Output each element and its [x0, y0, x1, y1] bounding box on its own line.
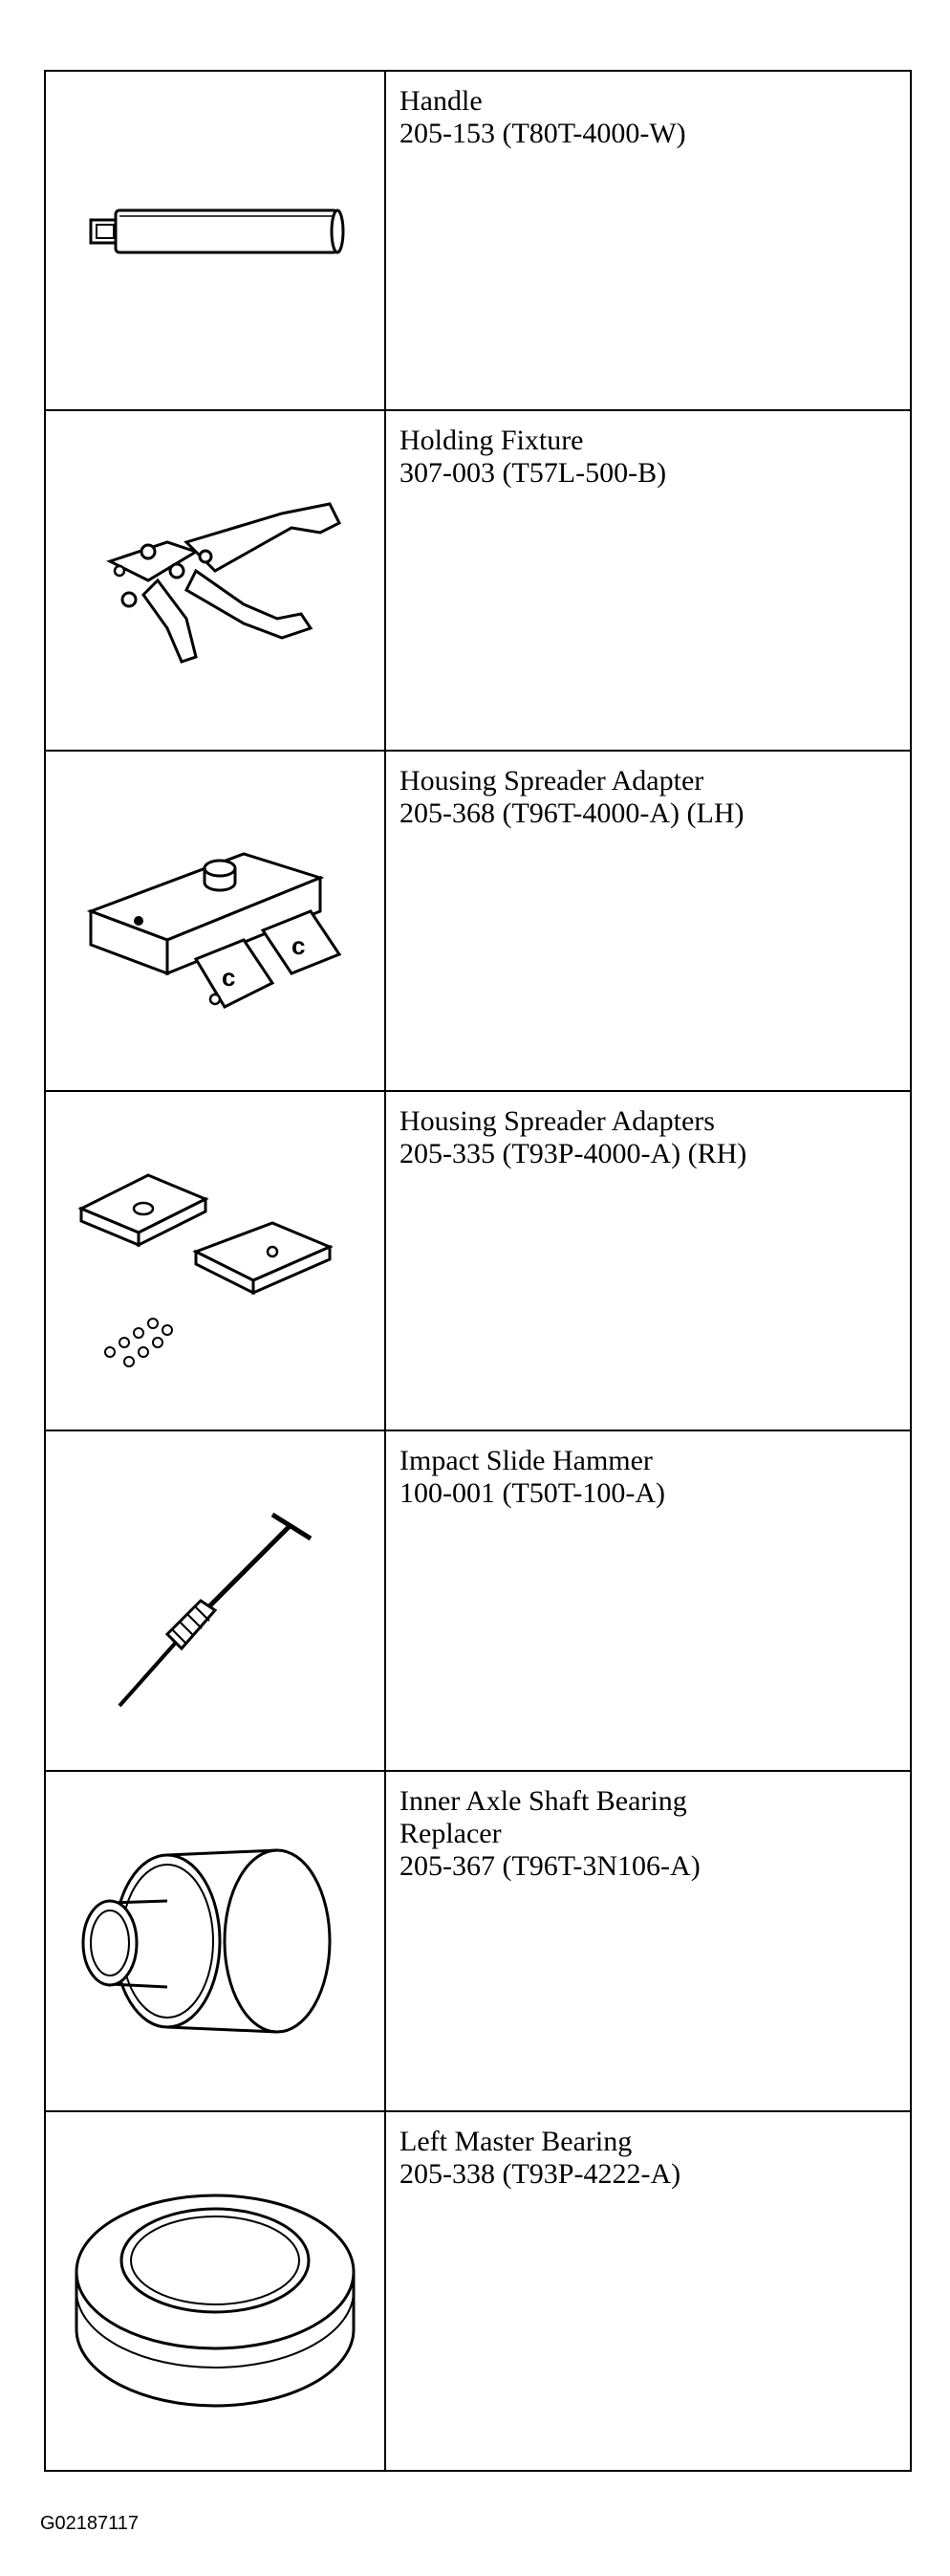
handle-icon — [53, 98, 378, 384]
svg-text:c: c — [222, 963, 236, 992]
tool-row-impact-slide-hammer — [46, 1431, 910, 1772]
tool-name: Housing Spreader Adapter — [399, 765, 704, 797]
spreader-adapter-icon — [53, 777, 378, 1064]
holding-fixture-icon — [53, 437, 378, 724]
tool-row-housing-spreader-adapters — [46, 1092, 910, 1431]
svg-text:c: c — [291, 931, 306, 960]
figure-code: G02187117 — [40, 2513, 140, 2534]
tool-illustration — [46, 2112, 386, 2470]
tool-name: Left Master Bearing — [399, 2126, 633, 2157]
tool-description — [386, 72, 910, 409]
tool-illustration — [46, 411, 386, 750]
tool-row-holding-fixture — [46, 411, 910, 752]
tool-description — [386, 752, 910, 1090]
tool-illustration — [46, 1431, 386, 1770]
tool-name: Housing Spreader Adapters — [399, 1105, 715, 1137]
tool-description — [386, 411, 910, 750]
tool-illustration — [46, 1772, 386, 2110]
tool-name: Inner Axle Shaft Bearing — [399, 1785, 687, 1817]
tool-part-number: 205-367 (T96T-3N106-A) — [399, 1850, 701, 1882]
tool-illustration — [46, 752, 386, 1090]
tool-part-number: 205-153 (T80T-4000-W) — [399, 118, 686, 149]
tool-row-housing-spreader-adapter — [46, 752, 910, 1092]
tool-name: Handle — [399, 85, 483, 117]
tool-row-handle — [46, 72, 910, 411]
special-tools-table — [44, 70, 912, 2472]
slide-hammer-icon — [53, 1457, 378, 1744]
tool-row-inner-axle-bearing-replacer — [46, 1772, 910, 2112]
tool-name-continued: Replacer — [399, 1818, 502, 1849]
tool-name: Impact Slide Hammer — [399, 1445, 653, 1476]
tool-part-number: 205-368 (T96T-4000-A) (LH) — [399, 797, 745, 829]
tool-illustration — [46, 72, 386, 409]
tool-part-number: 205-335 (T93P-4000-A) (RH) — [399, 1138, 747, 1169]
tool-description — [386, 2112, 910, 2470]
master-bearing-icon — [53, 2148, 378, 2434]
tool-description — [386, 1431, 910, 1770]
tool-description — [386, 1772, 910, 2110]
spreader-adapters-icon — [53, 1118, 378, 1405]
tool-description — [386, 1092, 910, 1430]
tool-name: Holding Fixture — [399, 425, 584, 456]
tool-part-number: 307-003 (T57L-500-B) — [399, 457, 667, 489]
bearing-replacer-icon — [53, 1798, 378, 2085]
tool-part-number: 100-001 (T50T-100-A) — [399, 1477, 666, 1509]
tool-row-left-master-bearing — [46, 2112, 910, 2470]
tool-part-number: 205-338 (T93P-4222-A) — [399, 2158, 681, 2190]
tool-illustration — [46, 1092, 386, 1430]
